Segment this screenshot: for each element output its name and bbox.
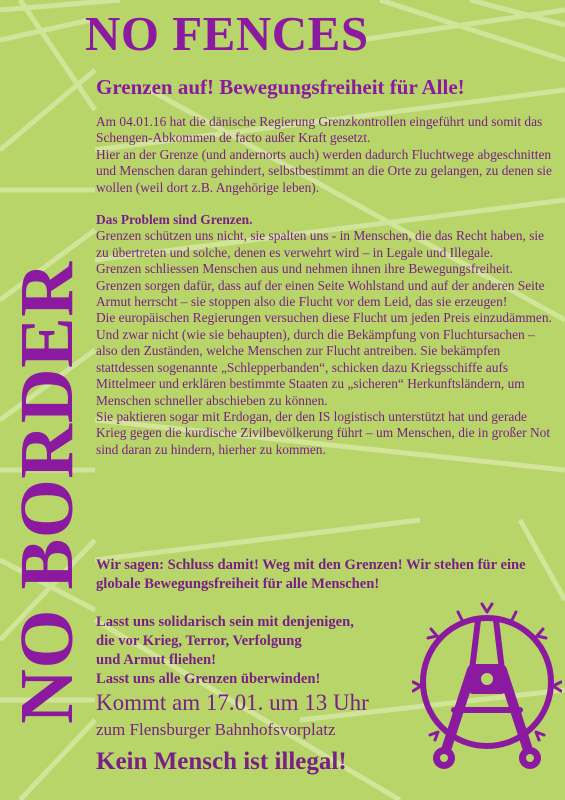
intro-paragraph-2: Hier an der Grenze (und andernorts auch) werden dadurch Fluchtwege abgeschnitten und Menschen daran gehindert, selbstbestimmt an die Orte zu gelangen, zu denen sie wollen (weil dort z.B. Angehörige leben). <box>96 146 552 195</box>
top-title: NO FENCES <box>85 6 369 61</box>
intro-paragraph-1: Am 04.01.16 hat die dänische Regierung Grenzkontrollen eingeführt und somit das Schengen-Abkommen de facto außer Kraft gesetzt. <box>96 114 543 146</box>
spacer <box>96 196 558 212</box>
problem-paragraph-4: Die europäischen Regierungen versuchen diese Flucht um jeden Preis einzudämmen. Und zwar nicht (wie sie behaupten), durch die Bekämpfung von Fluchtursachen – also den Zuständen, welche Menschen zur Flucht antreiben. Sie bekämpfen stattdessen sogenannte „Schlepperbanden“, schicken dazu Kriegsschiffe aufs Mittelmeer und erklären bestimmte Staaten zu „sicheren“ Herkunftsländern, um Menschen schneller abschieben zu können. <box>96 310 552 408</box>
solidarity-line-4: Lasst uns alle Grenzen überwinden! <box>96 671 321 687</box>
problem-paragraph-1: Grenzen schützen uns nicht, sie spalten uns - in Menschen, die das Recht haben, sie zu übertreten und solche, denen es verwehrt wird – in Legale und Illegale. <box>96 228 545 260</box>
solidarity-line-1: Lasst uns solidarisch sein mit denjenigen, <box>96 614 354 630</box>
slogan: Kein Mensch ist illegal! <box>96 748 347 775</box>
solidarity-line-2: die vor Krieg, Terror, Verfolgung <box>96 633 302 649</box>
callout: Wir sagen: Schluss damit! Weg mit den Grenzen! Wir stehen für eine globale Bewegungsfreiheit für alle Menschen! <box>96 557 526 592</box>
problem-heading-text: Das Problem sind Grenzen. <box>96 212 253 228</box>
problem-paragraph-5: Sie paktieren sogar mit Erdogan, der den IS logistisch unterstützt hat und gerade Krieg gegen die kurdische Zivilbevölkerung führt – um Menschen, die in großer Not sind daran zu hindern, hierher zu kommen. <box>96 408 551 457</box>
body-text <box>96 114 558 458</box>
subtitle: Grenzen auf! Bewegungsfreiheit für Alle! <box>96 75 465 99</box>
problem-paragraph-3: Grenzen sorgen dafür, dass auf der einen Seite Wohlstand und auf der anderen Seite Armut herrscht – sie stoppen also die Flucht vor dem Leid, das sie erzeugen! <box>96 277 545 310</box>
solidarity-line-3: und Armut fliehen! <box>96 652 217 668</box>
event-date-time: Kommt am 17.01. um 13 Uhr <box>96 690 369 715</box>
vertical-title: NO BORDER <box>5 261 89 724</box>
bolt-cutter-barbed-wire-icon <box>412 600 562 790</box>
event-place: zum Flensburger Bahnhofsvorplatz <box>96 720 336 739</box>
solidarity-block <box>96 613 416 689</box>
problem-heading <box>96 212 558 228</box>
problem-paragraph-2: Grenzen schliessen Menschen aus und nehmen ihnen ihre Bewegungsfreiheit. <box>96 261 513 277</box>
